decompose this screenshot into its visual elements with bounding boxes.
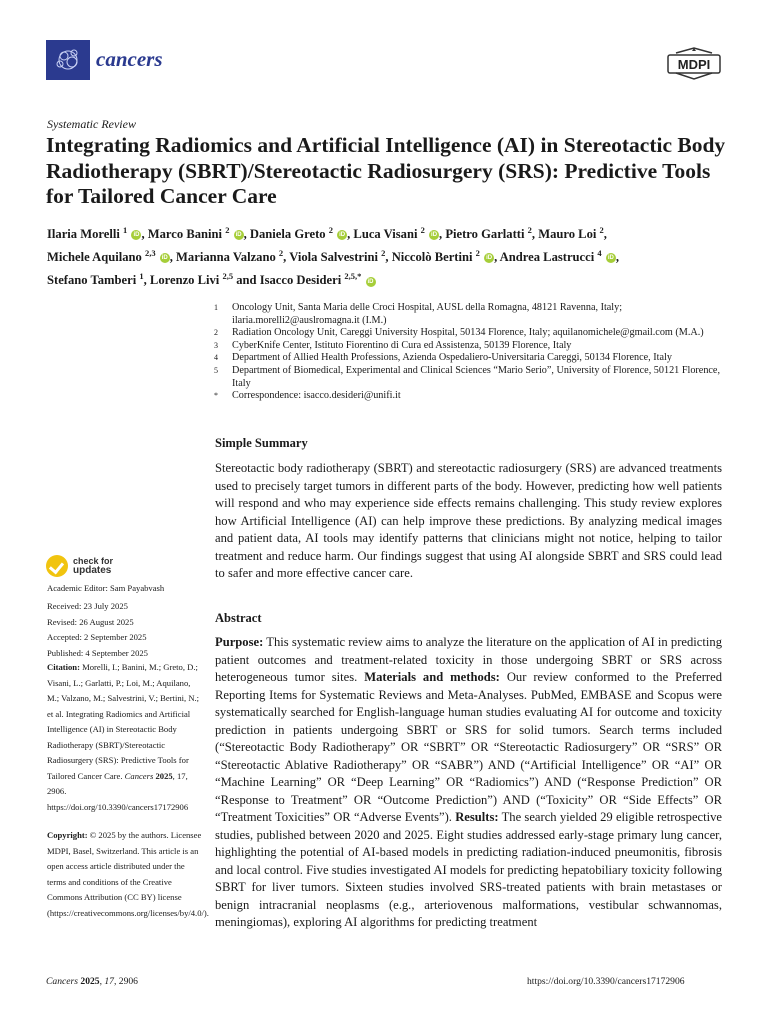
author-affiliation-mark: 4 <box>597 248 602 259</box>
author-name: Michele Aquilano <box>47 250 142 265</box>
author-name: Luca Visani <box>353 227 418 242</box>
affiliation-item <box>214 365 729 390</box>
author-affiliation-mark: 2 <box>225 225 230 235</box>
footer-doi-link[interactable]: https://doi.org/10.3390/cancers17172906 <box>527 976 685 987</box>
author-separator: , <box>603 227 607 242</box>
results-text: The search yielded 29 eligible retrospective studies, published between 2020 and 2025. Eight studies addressed early-stage primary lung cancer, highlighting the potential of AI-based models in predicting radiation-induced pneumonitis, fibrosis and local control. Five studies investigated AI models for predicting hepatobiliary toxicity following SBRT for liver tumors. Sixteen studies involved SRS-treated patients with brain metastases or benign intracranial neoplasms (e.g., arteriovenous malformations, vestibular schwannomas, meningiomas), exploring AI algorithms for predicting treatment <box>215 810 723 929</box>
author-affiliation-mark: 2,3 <box>144 248 156 259</box>
author-name: Niccolò Bertini <box>391 250 473 265</box>
author-separator: , <box>143 273 150 288</box>
affiliation-item <box>214 340 729 353</box>
author-name: Mauro Loi <box>538 227 597 242</box>
affiliation-text: Radiation Oncology Unit, Careggi University Hospital, 50134 Florence, Italy; aquilanomichele@gmail.com (M.A.) <box>232 327 704 339</box>
results-label: Results: <box>455 810 499 824</box>
author-affiliation-mark: 1 <box>123 225 128 235</box>
check-for-updates-button[interactable] <box>46 555 113 577</box>
footer-journal: Cancers <box>46 976 78 987</box>
footer-volume: 17 <box>104 976 114 987</box>
orcid-icon[interactable]: iD <box>339 232 346 239</box>
publication-dates <box>47 599 202 661</box>
mdpi-logo <box>666 47 722 81</box>
author-separator: , <box>283 250 290 265</box>
abstract-text <box>215 634 722 932</box>
affiliations <box>214 302 729 403</box>
orcid-icon[interactable]: iD <box>431 232 438 239</box>
affiliation-item <box>214 302 729 327</box>
orcid-icon[interactable]: iD <box>486 255 493 262</box>
author-affiliation-mark: 2 <box>328 225 333 235</box>
citation-label: Citation: <box>47 662 80 672</box>
author-affiliation-mark: 2 <box>475 248 480 259</box>
affiliation-number: 1 <box>214 303 218 312</box>
author-affiliation-mark: 2 <box>420 225 425 235</box>
methods-label: Materials and methods: <box>364 670 500 684</box>
received-date: Received: 23 July 2025 <box>47 601 128 611</box>
affiliation-text: Oncology Unit, Santa Maria delle Croci Hospital, AUSL della Romagna, 48121 Ravenna, Italy; ilaria.morelli2@auslromagna.it (I.M.) <box>232 302 623 326</box>
author-name: Ilaria Morelli <box>47 227 120 242</box>
author-separator: , <box>243 227 250 242</box>
affiliation-number: 4 <box>214 353 218 363</box>
revised-date: Revised: 26 August 2025 <box>47 616 134 627</box>
author-affiliation-mark: 2,5,* <box>344 271 362 282</box>
citation-text: Morelli, I.; Banini, M.; Greto, D.; Visani, L.; Garlatti, P.; Loi, M.; Aquilano, M.; Valzano, M.; Salvestrini, V.; Bertini, N.; et al. Integrating Radiomics and Artificial Intelligence (AI) in Stereotactic Body Radiotherapy (SBRT)/Stereotactic Radiosurgery (SRS): Predictive Tools for Tailored Cancer Care. <box>47 662 200 781</box>
paper-title: Integrating Radiomics and Artificial Intelligence (AI) in Stereotactic Body Radiotherapy (SBRT)/Stereotactic Radiosurgery (SRS): Predictive Tools for Tailored Cancer Care <box>46 133 726 208</box>
copyright-label: Copyright: <box>47 830 88 840</box>
published-date: Published: 4 September 2025 <box>47 647 148 658</box>
orcid-icon[interactable]: iD <box>607 255 614 262</box>
footer-year: 2025 <box>80 976 100 987</box>
author-name: Daniela Greto <box>249 227 326 242</box>
citation-year: 2025 <box>155 770 173 781</box>
author-separator: , <box>141 227 148 242</box>
author-separator: , <box>531 227 539 242</box>
author-name: Andrea Lastrucci <box>499 250 595 265</box>
copyright-text: © 2025 by the authors. Licensee MDPI, Basel, Switzerland. This article is an open access article distributed under the terms and conditions of the Creative Commons Attribution (CC BY) license (https://creativecommons.org/licenses/by/4.0/). <box>47 830 209 918</box>
author-separator: , <box>347 227 354 242</box>
footer-citation: Cancers 2025, 17, 2906 <box>46 976 138 987</box>
article-type: Systematic Review <box>47 117 136 131</box>
author-name: Stefano Tamberi <box>47 273 137 288</box>
author-name: Lorenzo Livi <box>149 273 220 288</box>
affiliation-number: 5 <box>214 365 218 375</box>
author-name: Marianna Valzano <box>176 250 276 265</box>
author-separator: , <box>439 227 446 242</box>
accepted-date: Accepted: 2 September 2025 <box>47 632 147 642</box>
author-name: Isacco Desideri <box>259 273 342 288</box>
author-affiliation-mark: 1 <box>139 271 144 282</box>
affiliation-number: * <box>214 391 218 401</box>
author-affiliation-mark: 2 <box>381 248 386 259</box>
orcid-icon[interactable]: iD <box>235 232 242 239</box>
methods-text: Our review conformed to the Preferred Reporting Items for Systematic Reviews and Meta-Analyses. PubMed, EMBASE and Scopus were systematically searched for English-language human studies evaluating AI for outcome and toxicity prediction in patients undergoing SBRT or SRS for solid tumors. Search terms included (“Stereotactic Body Radiotherapy” OR “SBRT” OR “Stereotactic Radiosurgery” OR “SRS” OR “Stereotactic Ablative Radiotherapy” OR “SABR”) AND (“Artificial Intelligence” OR “AI” OR “Machine Learning” OR “Deep Learning” OR “Radiomics”) AND (“Response Prediction” OR “Response to Treatment” OR “Outcome Prediction”) AND (“Toxicity” OR “Side Effects” OR “Treatment Toxicities” OR “Adverse Events”). <box>215 670 722 824</box>
orcid-icon[interactable]: iD <box>367 278 374 285</box>
updates-line2: updates <box>73 565 112 576</box>
mdpi-logo-text: MDPI <box>677 57 711 72</box>
simple-summary-text: Stereotactic body radiotherapy (SBRT) and stereotactic radiosurgery (SRS) are advanced treatments used to precisely target tumors in different parts of the body. However, predicting how well patients will respond and who may experience side effects remains challenging. This study review explores how Artificial Intelligence (AI) can help improve these predictions. By analyzing medical images and patient data, AI tools may identify patterns that clinicians might not notice, helping to tailor treatment and reduce harm. Our findings suggest that using AI alongside SBRT and SRS could lead to safer and more effective cancer care. <box>215 461 722 580</box>
affiliation-item <box>214 390 729 403</box>
affiliation-text: Department of Allied Health Professions, Azienda Ospedaliero-Universitaria Careggi, 50134 Florence, Italy <box>232 352 672 364</box>
author-affiliation-mark: 2 <box>527 225 532 235</box>
purpose-label: Purpose: <box>215 635 264 649</box>
affiliation-item <box>214 352 729 365</box>
author-separator: , <box>169 250 177 265</box>
author-separator: , <box>615 250 619 265</box>
author-affiliation-mark: 2,5 <box>222 271 234 282</box>
author-affiliation-mark: 2 <box>278 248 284 259</box>
affiliation-text: CyberKnife Center, Istituto Fiorentino di Cura ed Assistenza, 50139 Florence, Italy <box>232 339 572 351</box>
copyright-block <box>47 828 209 921</box>
author-name: Pietro Garlatti <box>445 227 525 242</box>
orcid-icon[interactable]: iD <box>133 232 140 239</box>
purpose-text: This systematic review aims to analyze the literature on the application of AI in predicting patient outcomes and treatment-related toxicity in those undergoing SBRT or SRS across heterogeneous tumor sites. <box>215 635 722 684</box>
author-separator: , <box>385 250 392 265</box>
cancers-journal-logo <box>46 40 90 80</box>
footer-page: , 2906 <box>113 976 138 987</box>
citation-doi[interactable]: 17, 2906. https://doi.org/10.3390/cancers17172906 <box>47 770 189 812</box>
affiliation-text: Correspondence: isacco.desideri@unifi.it <box>232 390 401 402</box>
affiliation-item <box>214 327 729 340</box>
orcid-icon[interactable]: iD <box>161 255 168 262</box>
abstract-heading: Abstract <box>215 611 262 625</box>
citation-journal: Cancers <box>124 770 154 781</box>
citation-block: Citation: Morelli, I.; Banini, M.; Greto, D.; Visani, L.; Garlatti, P.; Loi, M.; Aquilano, M.; Valzano, M.; Salvestrini, V.; Bertini, N.; et al. Integrating Radiomics and Artificial Intelligence (AI) in Stereotactic Body Radiotherapy (SBRT)/Stereotactic Radiosurgery (SRS): Predictive Tools for Tailored Cancer Care. Cancers 2025, 17, 2906. https://doi.org/10.3390/cancers17172906 <box>47 662 200 812</box>
author-affiliation-mark: 2 <box>599 225 604 235</box>
journal-name: cancers <box>96 47 163 71</box>
affiliation-number: 3 <box>214 340 218 350</box>
check-for-updates-icon <box>46 555 68 577</box>
author-separator: , <box>494 250 500 265</box>
author-separator: and <box>233 273 260 288</box>
author-name: Viola Salvestrini <box>289 250 378 265</box>
academic-editor: Academic Editor: Sam Payabvash <box>47 583 165 593</box>
affiliation-text: Department of Biomedical, Experimental and Clinical Sciences “Mario Serio”, University of Florence, 50121 Florence, Italy <box>232 364 721 389</box>
affiliation-number: 2 <box>214 328 218 338</box>
updates-line1: check for <box>73 556 114 566</box>
simple-summary-heading: Simple Summary <box>215 436 308 450</box>
author-name: Marco Banini <box>147 227 223 242</box>
author-list <box>47 221 727 291</box>
